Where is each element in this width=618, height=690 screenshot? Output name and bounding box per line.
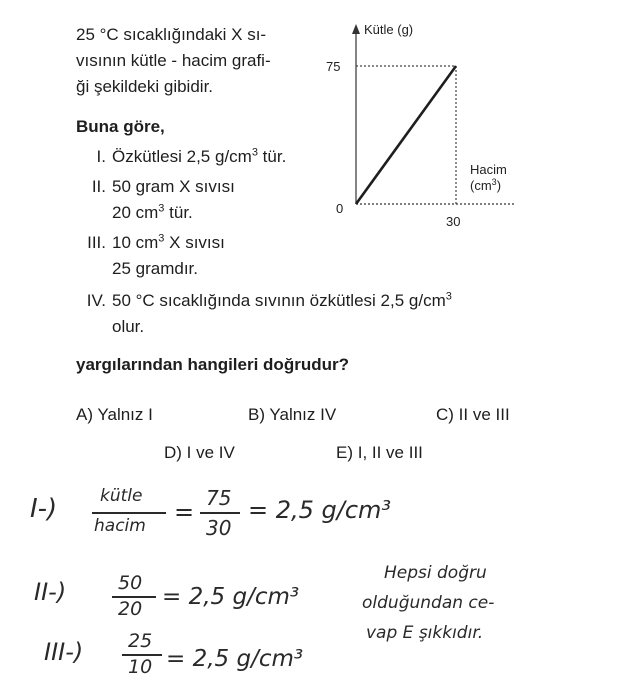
equals-sign: =	[174, 498, 195, 526]
fraction-mass-over-volume	[92, 486, 166, 542]
intro-line: ği şekildeki gibidir.	[76, 77, 214, 96]
fraction-50-over-20	[112, 572, 156, 624]
option-d[interactable]: D) I ve IV	[164, 443, 235, 462]
note-line: Hepsi doğru	[384, 563, 487, 583]
statement-number: II.	[91, 177, 106, 196]
statement-text: olur.	[112, 317, 145, 336]
origin-label: 0	[336, 201, 344, 216]
option-a[interactable]: A) Yalnız I	[76, 405, 153, 424]
option-c[interactable]: C) II ve III	[436, 405, 510, 424]
prompt-text: Buna göre,	[76, 117, 165, 136]
x-axis-label-unit: $(cm^3)$	[470, 177, 502, 193]
y-axis-arrow	[352, 24, 360, 34]
step-label: II-)	[34, 578, 67, 606]
step-label: I-)	[30, 494, 58, 524]
step-label: III-)	[44, 638, 84, 666]
option-b[interactable]: B) Yalnız IV	[248, 405, 337, 424]
fraction-denominator: hacim	[94, 516, 146, 536]
x-axis-label: Hacim	[470, 162, 507, 177]
fraction-numerator: 50	[118, 572, 143, 594]
fraction-25-over-10	[122, 630, 162, 684]
fraction-75-over-30	[200, 486, 240, 542]
series-line	[356, 66, 456, 204]
y-axis-label: Kütle (g)	[364, 22, 414, 37]
intro-line: vısının kütle - hacim grafi-	[76, 51, 271, 70]
fraction-numerator: 75	[206, 486, 232, 510]
fraction-denominator: 20	[118, 598, 143, 620]
note-line: vap E şıkkıdır.	[366, 623, 484, 643]
step-result: = 2,5 g/cm³	[248, 496, 392, 524]
statement-text: 20 $cm^3$ tür.	[112, 202, 193, 222]
fraction-numerator: 25	[128, 630, 153, 652]
statement-text: Özkütlesi 2,5 $g/cm^3$ tür.	[112, 146, 287, 166]
mass-volume-chart	[320, 14, 520, 234]
statement-text: 50 °C sıcaklığında sıvının özkütlesi 2,5 $g/cm^3$	[112, 290, 452, 310]
intro-text	[76, 22, 271, 100]
statement-text: 25 gramdır.	[112, 259, 198, 278]
handwritten-step-2	[34, 572, 354, 628]
question-text: yargılarından hangileri doğrudur?	[76, 355, 349, 374]
statement-text: 50 gram X sıvısı	[112, 177, 235, 196]
handwritten-note	[362, 558, 494, 648]
statement-number: III.	[87, 233, 106, 252]
fraction-numerator: kütle	[100, 486, 143, 506]
step-result: = 2,5 g/cm³	[162, 584, 300, 610]
fraction-denominator: 30	[206, 516, 232, 540]
handwritten-step-3	[44, 630, 364, 686]
statement-number: I.	[96, 147, 106, 166]
intro-line: 25 °C sıcaklığındaki X sı-	[76, 25, 267, 44]
option-e[interactable]: E) I, II ve III	[336, 443, 423, 462]
x-tick-label: 30	[446, 214, 461, 229]
handwritten-step-1	[30, 486, 430, 546]
note-line: olduğundan ce-	[362, 593, 495, 613]
statement-text: 10 $cm^3$ X sıvısı	[112, 232, 225, 252]
statement-number: IV.	[86, 291, 106, 310]
fraction-denominator: 10	[128, 656, 153, 678]
step-result: = 2,5 g/cm³	[166, 646, 304, 672]
y-tick-label: 75	[326, 59, 341, 74]
